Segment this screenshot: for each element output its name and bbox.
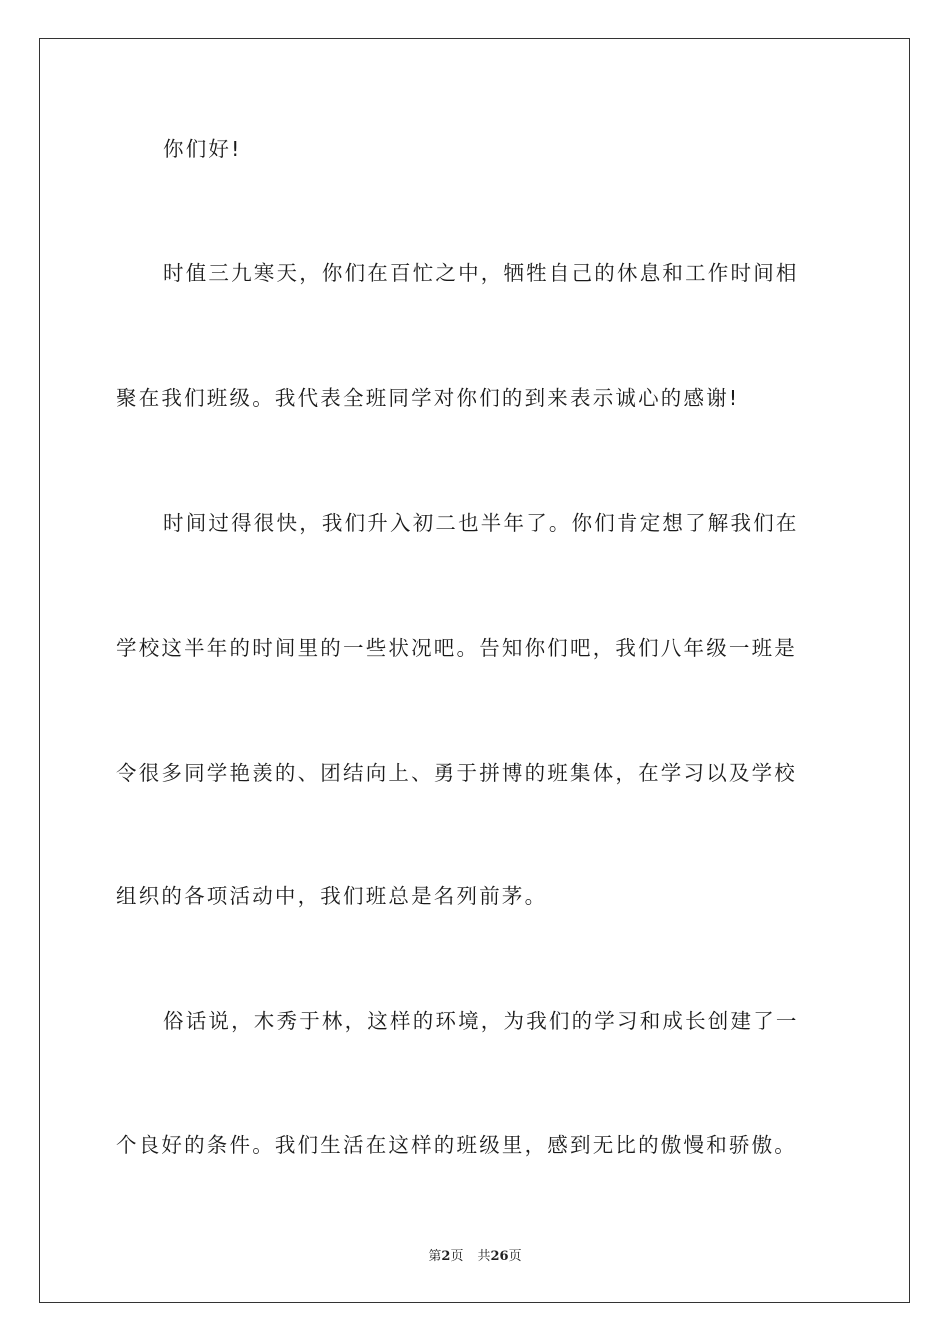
page-border <box>39 38 910 1303</box>
greeting-line: 你们好! <box>163 137 242 161</box>
total-prefix: 共 <box>477 1249 491 1264</box>
total-suffix: 页 <box>508 1249 522 1264</box>
paragraph-3-line-1: 俗话说，木秀于林，这样的环境，为我们的学习和成长创建了一 <box>163 1009 799 1033</box>
page-prefix: 第 <box>428 1249 442 1264</box>
page-footer <box>0 1248 950 1266</box>
page-suffix: 页 <box>450 1249 464 1264</box>
paragraph-3-line-2: 个良好的条件。我们生活在这样的班级里，感到无比的傲慢和骄傲。 <box>116 1133 797 1157</box>
paragraph-1-line-2: 聚在我们班级。我代表全班同学对你们的到来表示诚心的感谢! <box>116 386 740 410</box>
page-number: 2 <box>441 1249 451 1264</box>
total-pages: 26 <box>490 1249 509 1264</box>
paragraph-2-line-3: 令很多同学艳羡的、团结向上、勇于拼博的班集体，在学习以及学校 <box>116 761 797 785</box>
paragraph-2-line-1: 时间过得很快，我们升入初二也半年了。你们肯定想了解我们在 <box>163 511 799 535</box>
paragraph-1-line-1: 时值三九寒天，你们在百忙之中，牺牲自己的休息和工作时间相 <box>163 261 799 285</box>
paragraph-2-line-2: 学校这半年的时间里的一些状况吧。告知你们吧，我们八年级一班是 <box>116 636 797 660</box>
paragraph-2-line-4: 组织的各项活动中，我们班总是名列前茅。 <box>116 884 548 908</box>
